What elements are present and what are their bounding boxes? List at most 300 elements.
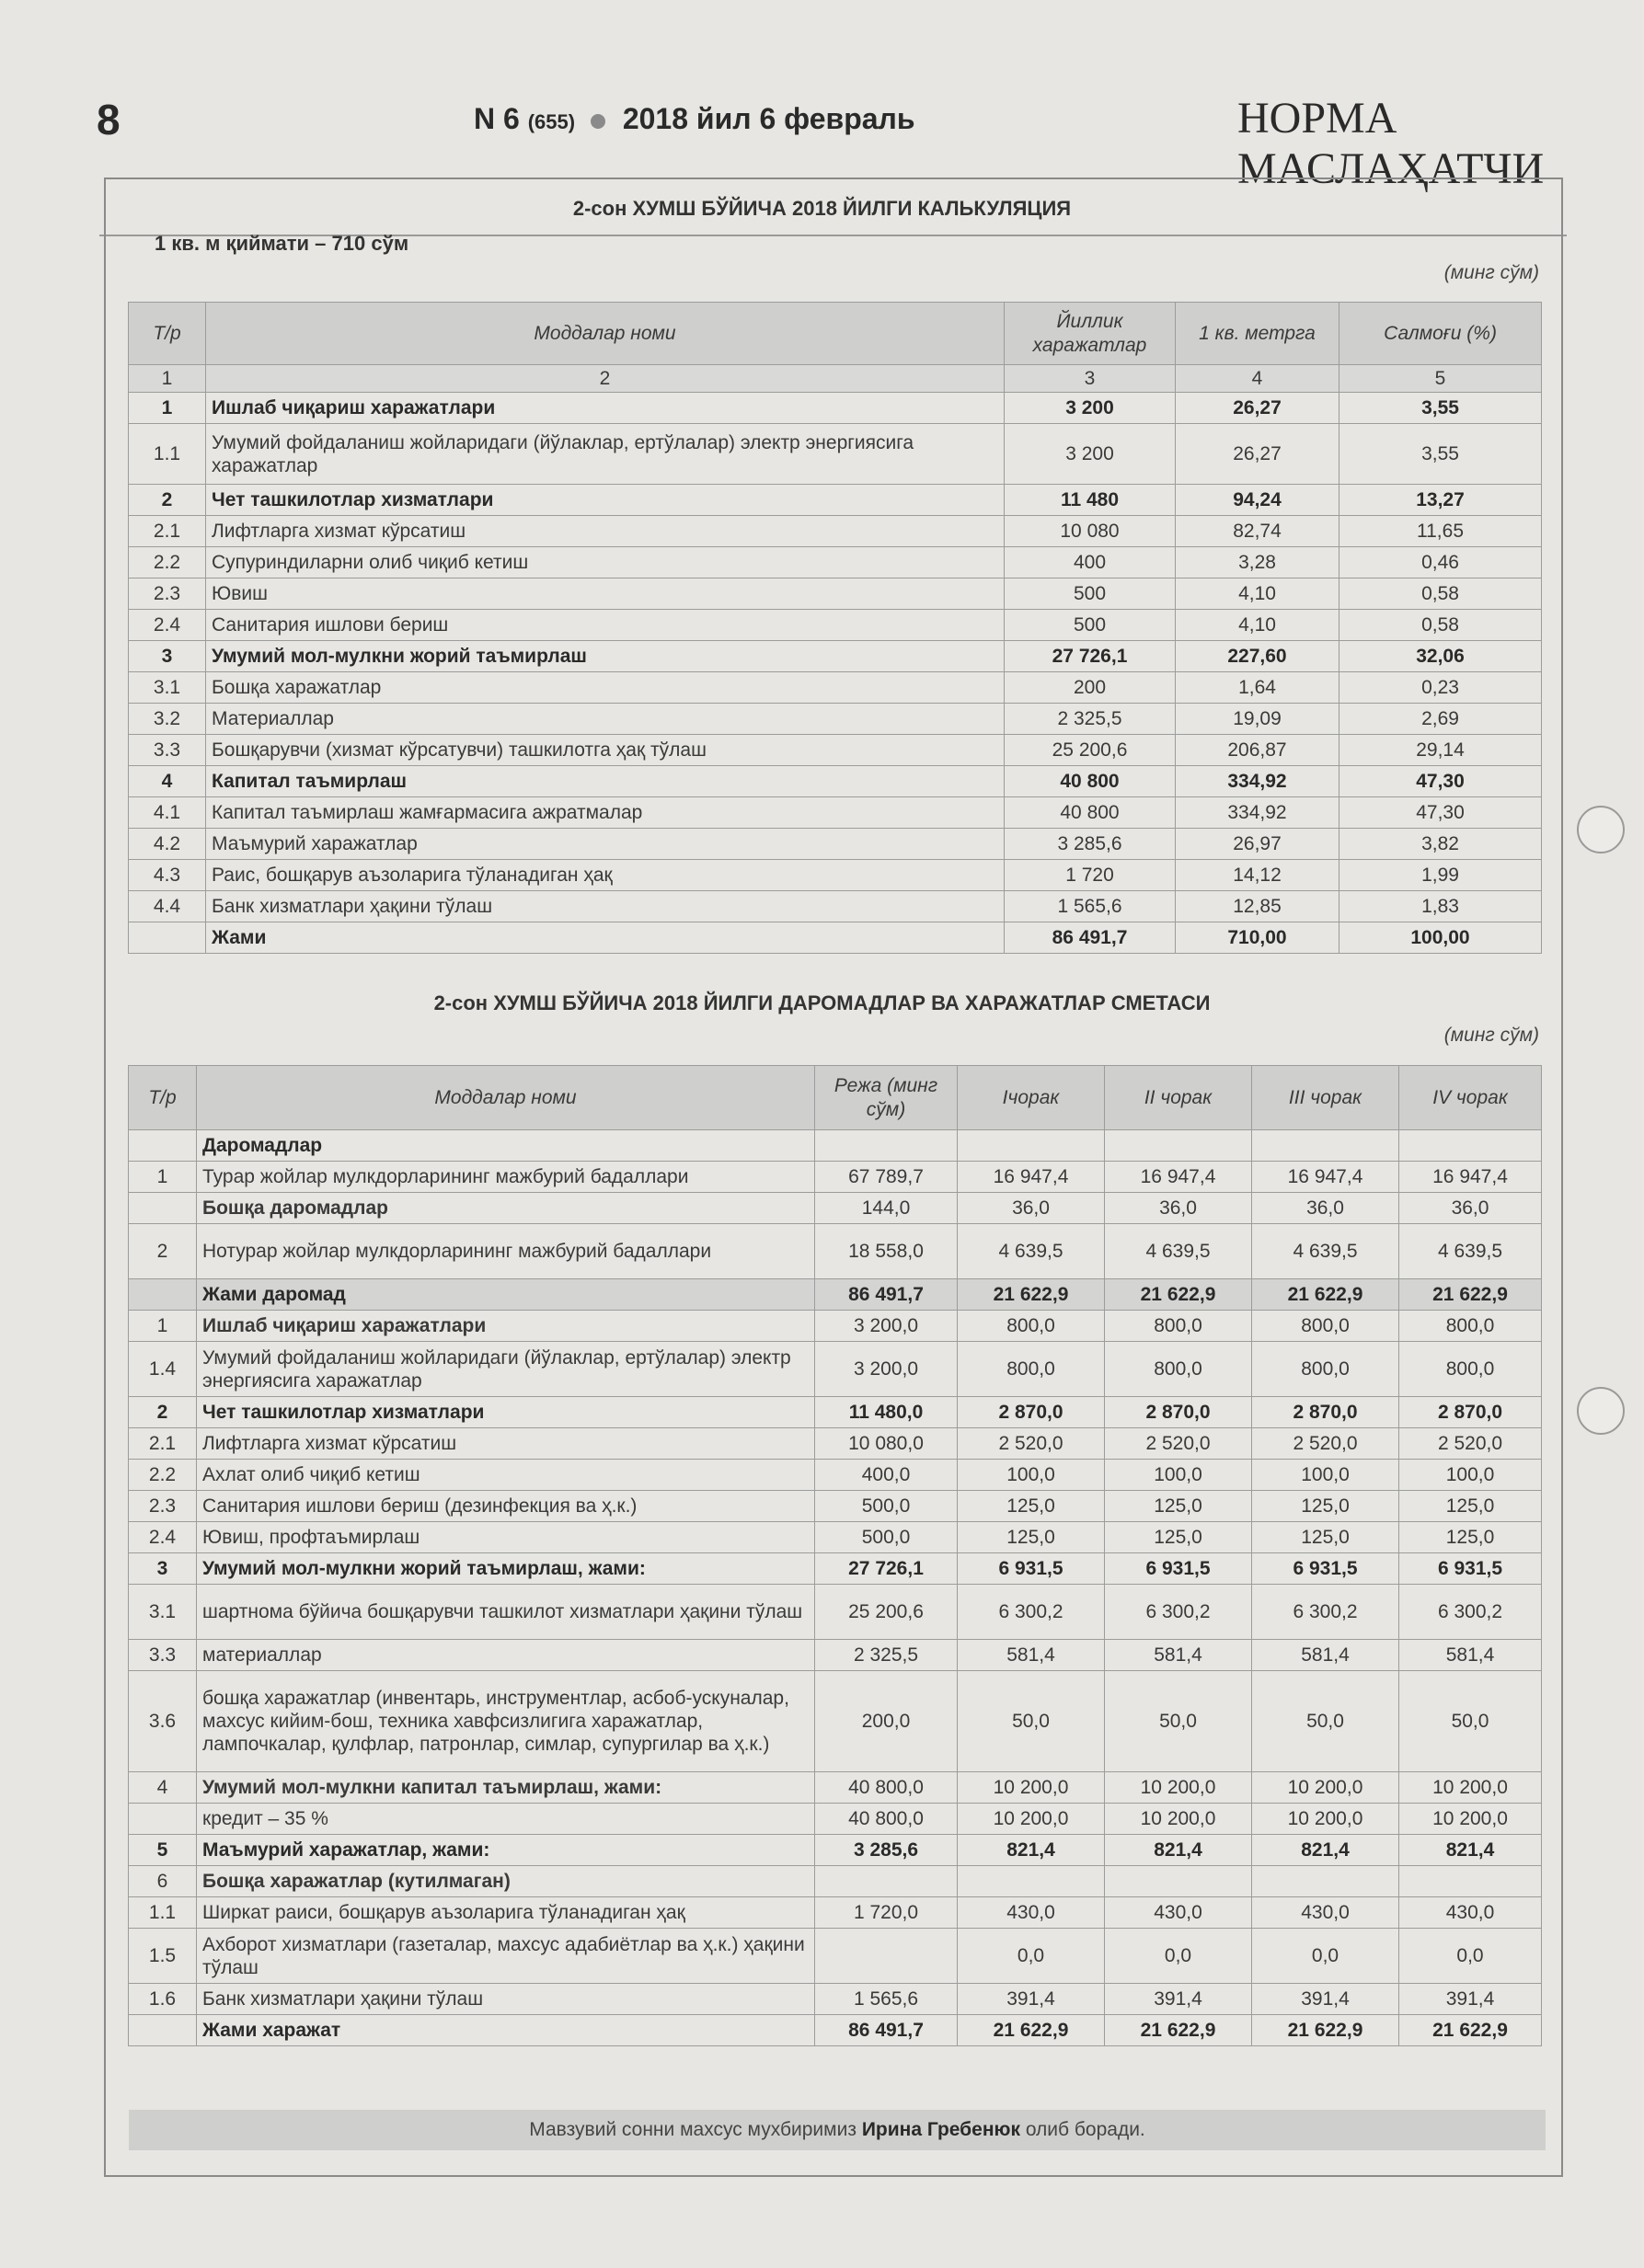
row-share: 100,00: [1339, 922, 1542, 954]
row-q1: 10 200,0: [958, 1804, 1105, 1835]
smeta-header-row: [129, 1066, 1542, 1130]
row-plan: 3 200,0: [815, 1311, 958, 1342]
row-plan: 1 720,0: [815, 1897, 958, 1929]
row-number: 1: [129, 393, 206, 424]
row-q4: 6 300,2: [1399, 1585, 1542, 1640]
row-q1: 100,0: [958, 1460, 1105, 1491]
table-row: [129, 393, 1542, 424]
row-number: 2.4: [129, 610, 206, 641]
row-number: 4: [129, 1772, 197, 1804]
row-q1: 6 300,2: [958, 1585, 1105, 1640]
row-name: Ахборот хизматлари (газеталар, махсус адабиётлар ва ҳ.к.) ҳақини тўлаш: [197, 1929, 815, 1984]
row-q4: 4 639,5: [1399, 1224, 1542, 1279]
row-per-sqm: 334,92: [1176, 766, 1339, 797]
row-q1: 391,4: [958, 1984, 1105, 2015]
table-row: [129, 922, 1542, 954]
row-per-sqm: 4,10: [1176, 610, 1339, 641]
row-per-sqm: 82,74: [1176, 516, 1339, 547]
row-name: Маъмурий харажатлар, жами:: [197, 1835, 815, 1866]
row-number: 3: [129, 1553, 197, 1585]
row-q2: 36,0: [1105, 1193, 1252, 1224]
row-number: 1.4: [129, 1342, 197, 1397]
row-number: [129, 1279, 197, 1311]
row-name: Раис, бошқарув аъзоларига тўланадиган ҳақ: [206, 860, 1005, 891]
footer-text: Мавзувий сонни махсус мухбиримиз: [529, 2119, 856, 2140]
row-share: 0,58: [1339, 610, 1542, 641]
row-q3: [1252, 1866, 1399, 1897]
row-name: Санитария ишлови бериш: [206, 610, 1005, 641]
row-name: Умумий мол-мулкни капитал таъмирлаш, жами:: [197, 1772, 815, 1804]
table-row: [129, 735, 1542, 766]
row-q1: [958, 1130, 1105, 1162]
row-name: Бошқа харажатлар: [206, 672, 1005, 704]
row-q4: [1399, 1866, 1542, 1897]
row-number: 3.3: [129, 735, 206, 766]
row-plan: 10 080,0: [815, 1428, 958, 1460]
row-name: Жами харажат: [197, 2015, 815, 2046]
table-row: [129, 797, 1542, 829]
table-row: [129, 891, 1542, 922]
row-number: 1.5: [129, 1929, 197, 1984]
table-row: [129, 1772, 1542, 1804]
table-row: [129, 672, 1542, 704]
row-share: 0,58: [1339, 578, 1542, 610]
col-header-annual: Йиллик харажатлар: [1005, 303, 1176, 365]
row-q4: 391,4: [1399, 1984, 1542, 2015]
row-per-sqm: 227,60: [1176, 641, 1339, 672]
row-q1: 21 622,9: [958, 1279, 1105, 1311]
row-name: Банк хизматлари ҳақини тўлаш: [206, 891, 1005, 922]
row-annual: 3 285,6: [1005, 829, 1176, 860]
row-q4: 581,4: [1399, 1640, 1542, 1671]
table-row: [129, 1835, 1542, 1866]
row-number: 1.1: [129, 424, 206, 485]
row-q4: 50,0: [1399, 1671, 1542, 1772]
row-number: 2.2: [129, 1460, 197, 1491]
table-row: [129, 1397, 1542, 1428]
table-row: [129, 1193, 1542, 1224]
row-per-sqm: 26,97: [1176, 829, 1339, 860]
row-number: 6: [129, 1866, 197, 1897]
row-annual: 86 491,7: [1005, 922, 1176, 954]
row-name: Лифтларга хизмат кўрсатиш: [206, 516, 1005, 547]
row-number: 4.1: [129, 797, 206, 829]
row-share: 47,30: [1339, 766, 1542, 797]
row-share: 3,55: [1339, 393, 1542, 424]
row-q4: 6 931,5: [1399, 1553, 1542, 1585]
row-annual: 200: [1005, 672, 1176, 704]
row-annual: 500: [1005, 610, 1176, 641]
row-q1: 21 622,9: [958, 2015, 1105, 2046]
row-plan: 27 726,1: [815, 1553, 958, 1585]
row-per-sqm: 1,64: [1176, 672, 1339, 704]
row-q4: 0,0: [1399, 1929, 1542, 1984]
row-share: 1,83: [1339, 891, 1542, 922]
row-q4: 2 870,0: [1399, 1397, 1542, 1428]
row-number: 2.2: [129, 547, 206, 578]
row-q2: [1105, 1866, 1252, 1897]
issue-total-number: (655): [527, 110, 576, 133]
row-plan: 11 480,0: [815, 1397, 958, 1428]
table-row: [129, 1460, 1542, 1491]
row-number: [129, 2015, 197, 2046]
table-row: [129, 1279, 1542, 1311]
row-q1: 6 931,5: [958, 1553, 1105, 1585]
row-q3: 21 622,9: [1252, 2015, 1399, 2046]
row-per-sqm: 4,10: [1176, 578, 1339, 610]
issue-number: N 6: [474, 102, 520, 135]
table-row: [129, 547, 1542, 578]
row-name: кредит – 35 %: [197, 1804, 815, 1835]
col-header-name: Моддалар номи: [206, 303, 1005, 365]
row-per-sqm: 19,09: [1176, 704, 1339, 735]
col-number: 5: [1339, 365, 1542, 393]
row-name: Жами: [206, 922, 1005, 954]
table-row: [129, 485, 1542, 516]
table-row: [129, 704, 1542, 735]
row-name: Ювиш: [206, 578, 1005, 610]
table-row: [129, 516, 1542, 547]
row-q4: 100,0: [1399, 1460, 1542, 1491]
row-number: 4.4: [129, 891, 206, 922]
col-number: 1: [129, 365, 206, 393]
row-plan: 40 800,0: [815, 1804, 958, 1835]
row-q1: 50,0: [958, 1671, 1105, 1772]
table-row: [129, 1984, 1542, 2015]
footer-note: [129, 2110, 1546, 2150]
table-row: [129, 1522, 1542, 1553]
table-row: [129, 1553, 1542, 1585]
row-name: Лифтларга хизмат кўрсатиш: [197, 1428, 815, 1460]
calculation-table: [128, 302, 1542, 954]
row-q3: 10 200,0: [1252, 1804, 1399, 1835]
row-annual: 25 200,6: [1005, 735, 1176, 766]
row-number: [129, 922, 206, 954]
row-name: Жами даромад: [197, 1279, 815, 1311]
col-header-per-sqm: 1 кв. метрга: [1176, 303, 1339, 365]
table-row: [129, 1640, 1542, 1671]
newspaper-brand: НОРМА МАСЛАҲАТЧИ: [1237, 94, 1545, 193]
row-name: Бошқа даромадлар: [197, 1193, 815, 1224]
row-number: 2.1: [129, 516, 206, 547]
row-number: [129, 1804, 197, 1835]
row-q2: 10 200,0: [1105, 1804, 1252, 1835]
row-q3: 6 300,2: [1252, 1585, 1399, 1640]
smeta-title: 2-сон ХУМШ БЎЙИЧА 2018 ЙИЛГИ ДАРОМАДЛАР ВА ХАРАЖАТЛАР СМЕТАСИ: [433, 991, 1211, 1014]
row-q2: 6 931,5: [1105, 1553, 1252, 1585]
row-name: Нотурар жойлар мулкдорларининг мажбурий бадаллари: [197, 1224, 815, 1279]
row-q2: 430,0: [1105, 1897, 1252, 1929]
row-q4: 821,4: [1399, 1835, 1542, 1866]
row-annual: 500: [1005, 578, 1176, 610]
row-q4: 125,0: [1399, 1491, 1542, 1522]
table-row: [129, 1311, 1542, 1342]
row-q2: 16 947,4: [1105, 1162, 1252, 1193]
row-name: Супуриндиларни олиб чиқиб кетиш: [206, 547, 1005, 578]
row-number: 3.1: [129, 1585, 197, 1640]
row-q3: 581,4: [1252, 1640, 1399, 1671]
col-header-q2: II чорак: [1105, 1066, 1252, 1130]
row-q3: 36,0: [1252, 1193, 1399, 1224]
col-header-num: Т/р: [129, 1066, 197, 1130]
col-header-name: Моддалар номи: [197, 1066, 815, 1130]
row-q2: 21 622,9: [1105, 1279, 1252, 1311]
row-number: 1: [129, 1311, 197, 1342]
row-q1: 0,0: [958, 1929, 1105, 1984]
col-header-q1: Iчорак: [958, 1066, 1105, 1130]
row-annual: 1 565,6: [1005, 891, 1176, 922]
row-plan: 86 491,7: [815, 1279, 958, 1311]
col-number: 2: [206, 365, 1005, 393]
row-q3: 100,0: [1252, 1460, 1399, 1491]
row-q3: 2 870,0: [1252, 1397, 1399, 1428]
row-q3: 6 931,5: [1252, 1553, 1399, 1585]
row-name: Ширкат раиси, бошқарув аъзоларига тўланадиган ҳақ: [197, 1897, 815, 1929]
row-q4: 430,0: [1399, 1897, 1542, 1929]
row-name: Умумий мол-мулкни жорий таъмирлаш: [206, 641, 1005, 672]
row-name: Капитал таъмирлаш: [206, 766, 1005, 797]
row-q2: 4 639,5: [1105, 1224, 1252, 1279]
row-annual: 27 726,1: [1005, 641, 1176, 672]
row-name: Ишлаб чиқариш харажатлари: [197, 1311, 815, 1342]
row-plan: 67 789,7: [815, 1162, 958, 1193]
row-q4: 16 947,4: [1399, 1162, 1542, 1193]
row-number: 4.2: [129, 829, 206, 860]
row-annual: 3 200: [1005, 424, 1176, 485]
row-q2: 125,0: [1105, 1491, 1252, 1522]
row-q3: 0,0: [1252, 1929, 1399, 1984]
table-row: [129, 1804, 1542, 1835]
row-annual: 3 200: [1005, 393, 1176, 424]
calc-col-number-row: [129, 365, 1542, 393]
row-plan: 500,0: [815, 1491, 958, 1522]
col-header-plan: Режа (минг сўм): [815, 1066, 958, 1130]
row-name: Бошқа харажатлар (кутилмаган): [197, 1866, 815, 1897]
row-name: Бошқарувчи (хизмат кўрсатувчи) ташкилотга ҳақ тўлаш: [206, 735, 1005, 766]
row-number: 2: [129, 485, 206, 516]
row-q2: 800,0: [1105, 1311, 1252, 1342]
row-annual: 1 720: [1005, 860, 1176, 891]
table-row: [129, 578, 1542, 610]
row-share: 47,30: [1339, 797, 1542, 829]
row-number: [129, 1193, 197, 1224]
row-share: 11,65: [1339, 516, 1542, 547]
col-header-share: Салмоғи (%): [1339, 303, 1542, 365]
row-number: 3.6: [129, 1671, 197, 1772]
row-number: 2.4: [129, 1522, 197, 1553]
table-row: [129, 1130, 1542, 1162]
row-per-sqm: 26,27: [1176, 424, 1339, 485]
row-name: материаллар: [197, 1640, 815, 1671]
calc-title: 2-сон ХУМШ БЎЙИЧА 2018 ЙИЛГИ КАЛЬКУЛЯЦИЯ: [572, 197, 1072, 220]
col-number: 4: [1176, 365, 1339, 393]
row-annual: 2 325,5: [1005, 704, 1176, 735]
row-plan: 2 325,5: [815, 1640, 958, 1671]
row-number: 1.6: [129, 1984, 197, 2015]
row-per-sqm: 94,24: [1176, 485, 1339, 516]
row-share: 0,46: [1339, 547, 1542, 578]
row-q3: 10 200,0: [1252, 1772, 1399, 1804]
punch-hole: [1577, 806, 1625, 853]
row-q3: 821,4: [1252, 1835, 1399, 1866]
row-name: Чет ташкилотлар хизматлари: [197, 1397, 815, 1428]
row-plan: 40 800,0: [815, 1772, 958, 1804]
row-q1: 4 639,5: [958, 1224, 1105, 1279]
row-per-sqm: 12,85: [1176, 891, 1339, 922]
row-name: Умумий мол-мулкни жорий таъмирлаш, жами:: [197, 1553, 815, 1585]
row-number: 3: [129, 641, 206, 672]
row-plan: 144,0: [815, 1193, 958, 1224]
row-plan: 86 491,7: [815, 2015, 958, 2046]
row-plan: [815, 1130, 958, 1162]
row-q1: 16 947,4: [958, 1162, 1105, 1193]
row-share: 32,06: [1339, 641, 1542, 672]
row-per-sqm: 334,92: [1176, 797, 1339, 829]
row-per-sqm: 26,27: [1176, 393, 1339, 424]
table-row: [129, 610, 1542, 641]
col-header-q3: III чорак: [1252, 1066, 1399, 1130]
row-number: 3.1: [129, 672, 206, 704]
row-plan: [815, 1866, 958, 1897]
table-row: [129, 1342, 1542, 1397]
row-share: 3,82: [1339, 829, 1542, 860]
row-plan: 1 565,6: [815, 1984, 958, 2015]
row-q1: 36,0: [958, 1193, 1105, 1224]
row-number: 1: [129, 1162, 197, 1193]
row-number: 2: [129, 1397, 197, 1428]
row-number: 3.3: [129, 1640, 197, 1671]
row-name: Санитария ишлови бериш (дезинфекция ва ҳ.к.): [197, 1491, 815, 1522]
row-number: 4.3: [129, 860, 206, 891]
row-share: 0,23: [1339, 672, 1542, 704]
budget-estimate-table: [128, 1065, 1542, 2046]
row-number: [129, 1130, 197, 1162]
table-row: [129, 1671, 1542, 1772]
table-row: [129, 1585, 1542, 1640]
row-q3: 21 622,9: [1252, 1279, 1399, 1311]
row-q1: 125,0: [958, 1491, 1105, 1522]
row-plan: 500,0: [815, 1522, 958, 1553]
row-q4: 800,0: [1399, 1311, 1542, 1342]
row-plan: 3 285,6: [815, 1835, 958, 1866]
row-q1: 10 200,0: [958, 1772, 1105, 1804]
row-name: Капитал таъмирлаш жамғармасига ажратмалар: [206, 797, 1005, 829]
row-name: Умумий фойдаланиш жойларидаги (йўлаклар, ертўлалар) электр энергиясига харажатлар: [197, 1342, 815, 1397]
table-row: [129, 641, 1542, 672]
row-number: 2.3: [129, 578, 206, 610]
footer-text-end: олиб боради.: [1025, 2119, 1145, 2140]
row-q3: 125,0: [1252, 1491, 1399, 1522]
row-share: 13,27: [1339, 485, 1542, 516]
row-q3: 800,0: [1252, 1342, 1399, 1397]
row-q3: 16 947,4: [1252, 1162, 1399, 1193]
table-row: [129, 1897, 1542, 1929]
row-name: Банк хизматлари ҳақини тўлаш: [197, 1984, 815, 2015]
row-annual: 10 080: [1005, 516, 1176, 547]
smeta-unit: (минг сўм): [1443, 1025, 1539, 1046]
row-name: Турар жойлар мулкдорларининг мажбурий бадаллари: [197, 1162, 815, 1193]
table-row: [129, 1224, 1542, 1279]
row-q3: 800,0: [1252, 1311, 1399, 1342]
row-name: Ювиш, профтаъмирлаш: [197, 1522, 815, 1553]
row-number: 5: [129, 1835, 197, 1866]
row-name: Даромадлар: [197, 1130, 815, 1162]
row-q1: 2 520,0: [958, 1428, 1105, 1460]
row-q3: 430,0: [1252, 1897, 1399, 1929]
table-row: [129, 766, 1542, 797]
row-share: 1,99: [1339, 860, 1542, 891]
row-q2: 10 200,0: [1105, 1772, 1252, 1804]
row-name: Маъмурий харажатлар: [206, 829, 1005, 860]
row-number: 4: [129, 766, 206, 797]
col-header-num: Т/р: [129, 303, 206, 365]
row-per-sqm: 14,12: [1176, 860, 1339, 891]
row-q1: 821,4: [958, 1835, 1105, 1866]
issue-date: 2018 йил 6 февраль: [622, 102, 915, 135]
row-q4: 125,0: [1399, 1522, 1542, 1553]
row-q1: 581,4: [958, 1640, 1105, 1671]
issue-info: [474, 102, 915, 136]
row-plan: 3 200,0: [815, 1342, 958, 1397]
bullet-icon: [591, 114, 605, 129]
calc-header-row: [129, 303, 1542, 365]
row-number: 1.1: [129, 1897, 197, 1929]
row-q2: 125,0: [1105, 1522, 1252, 1553]
row-number: 2: [129, 1224, 197, 1279]
row-plan: 400,0: [815, 1460, 958, 1491]
row-per-sqm: 206,87: [1176, 735, 1339, 766]
table-row: [129, 1929, 1542, 1984]
row-q3: 4 639,5: [1252, 1224, 1399, 1279]
row-q2: 21 622,9: [1105, 2015, 1252, 2046]
row-q2: 2 870,0: [1105, 1397, 1252, 1428]
row-number: 2.3: [129, 1491, 197, 1522]
table-row: [129, 829, 1542, 860]
row-q2: 391,4: [1105, 1984, 1252, 2015]
col-header-q4: IV чорак: [1399, 1066, 1542, 1130]
row-name: Умумий фойдаланиш жойларидаги (йўлаклар, ертўлалар) электр энергиясига харажатлар: [206, 424, 1005, 485]
row-q1: [958, 1866, 1105, 1897]
row-q4: 21 622,9: [1399, 1279, 1542, 1311]
table-row: [129, 1162, 1542, 1193]
row-q2: [1105, 1130, 1252, 1162]
row-per-sqm: 710,00: [1176, 922, 1339, 954]
row-q3: 391,4: [1252, 1984, 1399, 2015]
row-q2: 6 300,2: [1105, 1585, 1252, 1640]
col-number: 3: [1005, 365, 1176, 393]
row-q3: [1252, 1130, 1399, 1162]
row-annual: 400: [1005, 547, 1176, 578]
row-plan: 200,0: [815, 1671, 958, 1772]
row-q3: 125,0: [1252, 1522, 1399, 1553]
row-plan: [815, 1929, 958, 1984]
table-row: [129, 860, 1542, 891]
table-row: [129, 2015, 1542, 2046]
row-q2: 2 520,0: [1105, 1428, 1252, 1460]
row-annual: 40 800: [1005, 797, 1176, 829]
row-q2: 581,4: [1105, 1640, 1252, 1671]
calc-subtitle: 1 кв. м қиймати – 710 сўм: [155, 232, 409, 255]
row-q1: 430,0: [958, 1897, 1105, 1929]
row-q4: 36,0: [1399, 1193, 1542, 1224]
row-plan: 25 200,6: [815, 1585, 958, 1640]
row-name: бошқа харажатлар (инвентарь, инструментлар, асбоб-ускуналар, махсус кийим-бош, техника хавфсизлигига харажатлар, лампочкалар, қулфлар, патронлар, симлар, супургилар ва ҳ.к.): [197, 1671, 815, 1772]
row-q4: 10 200,0: [1399, 1772, 1542, 1804]
row-share: 2,69: [1339, 704, 1542, 735]
row-number: 3.2: [129, 704, 206, 735]
row-name: шартнома бўйича бошқарувчи ташкилот хизматлари ҳақини тўлаш: [197, 1585, 815, 1640]
row-q2: 800,0: [1105, 1342, 1252, 1397]
